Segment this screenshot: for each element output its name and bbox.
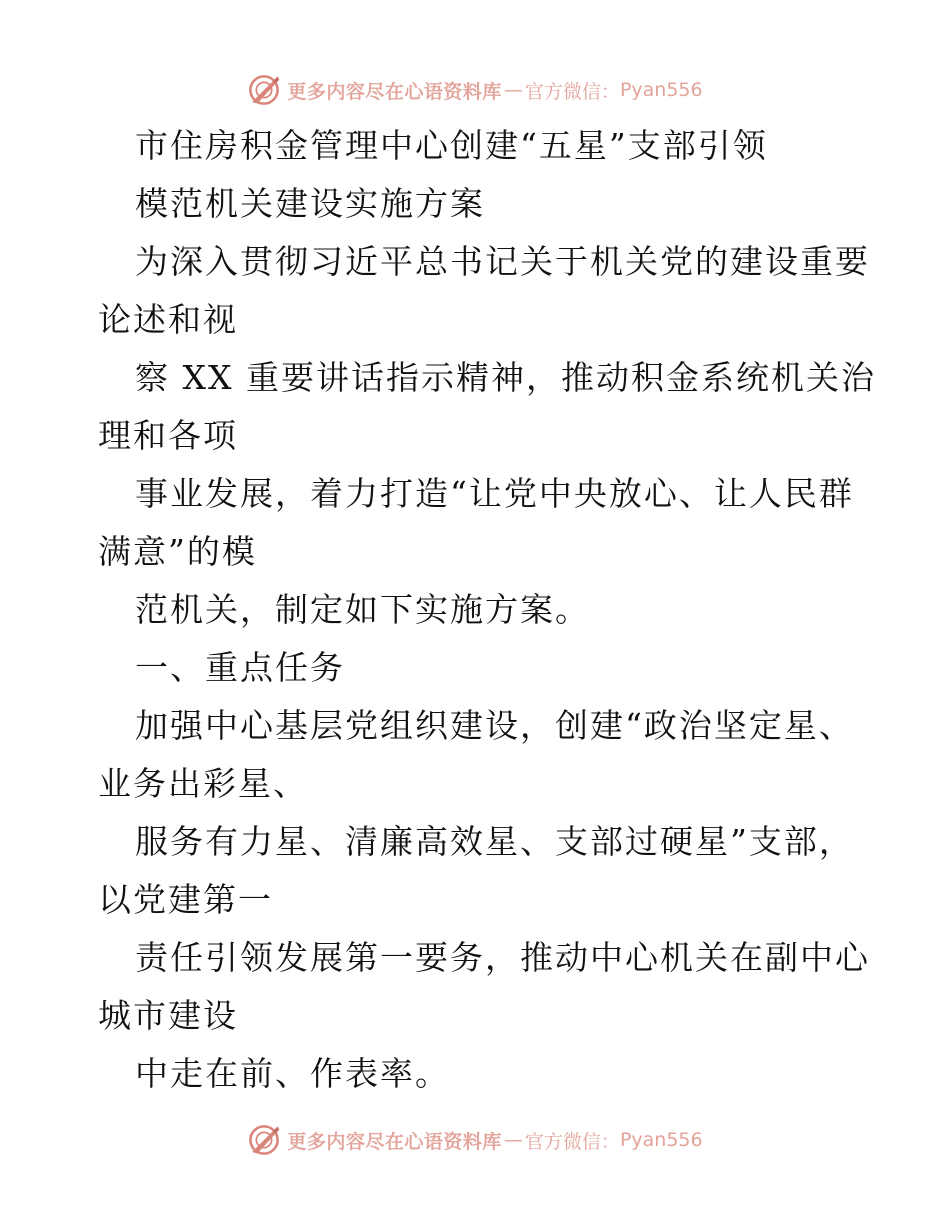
doc-line: 服务有力星、清廉高效星、支部过硬星”支部， (135, 822, 854, 861)
doc-line: 为深入贯彻习近平总书记关于机关党的建设重要 (135, 242, 870, 281)
banner-separator: — (503, 79, 523, 101)
doc-line: 察 XX 重要讲话指示精神，推动积金系统机关治 (135, 358, 876, 397)
doc-line: 事业发展，着力打造“让党中央放心、让人民群 (135, 474, 854, 513)
header-watermark-banner (0, 70, 950, 110)
doc-line: 论述和视 (98, 300, 238, 339)
doc-line: 业务出彩星、 (98, 764, 308, 803)
doc-line: 理和各项 (98, 416, 238, 455)
site-name-text: 更多内容尽在心语资料库 (287, 80, 502, 103)
wechat-label-text: 官方微信： (524, 1130, 620, 1153)
pen-seal-logo-icon (247, 73, 281, 107)
wechat-id-text: Pyan556 (619, 1129, 703, 1151)
doc-line: 中走在前、作表率。 (135, 1054, 450, 1093)
doc-line: 范机关，制定如下实施方案。 (135, 590, 590, 629)
doc-line: 以党建第一 (98, 880, 273, 919)
doc-line: 满意”的模 (98, 532, 257, 571)
banner-separator: — (503, 1129, 523, 1151)
pen-seal-logo-icon (247, 1123, 281, 1157)
document-body (98, 117, 876, 1103)
doc-line: 加强中心基层党组织建设，创建“政治坚定星、 (135, 706, 854, 745)
wechat-label-text: 官方微信： (524, 80, 620, 103)
doc-line: 模范机关建设实施方案 (135, 184, 485, 223)
doc-line: 责任引领发展第一要务，推动中心机关在副中心 (135, 938, 870, 977)
site-name-text: 更多内容尽在心语资料库 (287, 1130, 502, 1153)
section-heading: 一、重点任务 (135, 648, 345, 687)
wechat-id-text: Pyan556 (619, 79, 703, 101)
footer-watermark-banner (0, 1120, 950, 1160)
doc-line: 市住房积金管理中心创建“五星”支部引领 (135, 126, 768, 165)
doc-line: 城市建设 (98, 996, 238, 1035)
